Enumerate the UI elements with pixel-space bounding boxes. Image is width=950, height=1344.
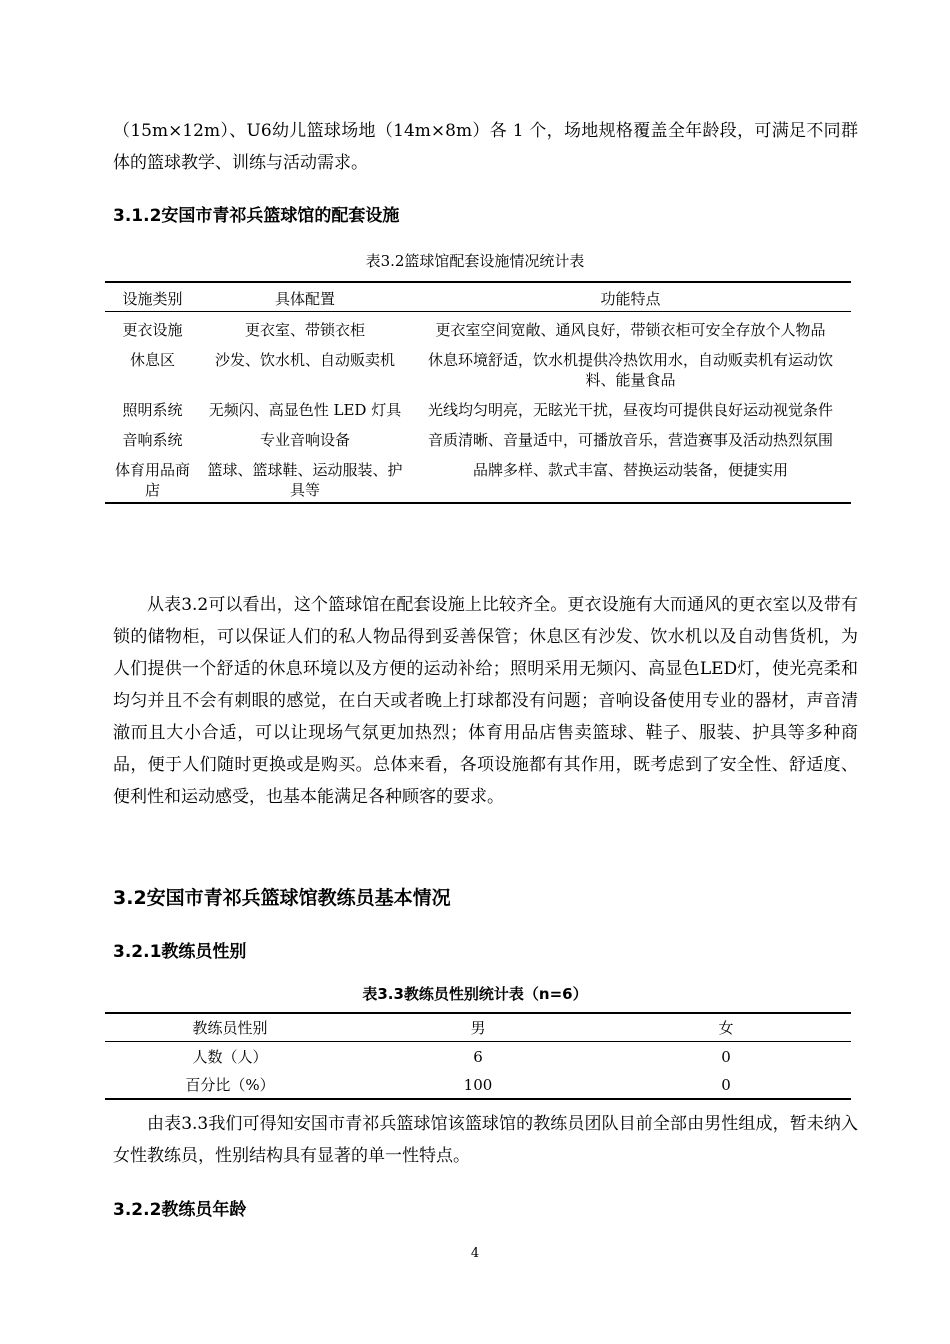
table-row [105, 312, 851, 343]
section-heading-3-2: 3.2安国市青祁兵篮球馆教练员基本情况 [113, 887, 451, 909]
table-cell: 0 [721, 1076, 731, 1094]
table-row [105, 1070, 851, 1099]
table-3-2 [105, 281, 851, 504]
table-row [105, 392, 851, 422]
table-3-3 [105, 1012, 851, 1100]
table-cell: 百分比（%） [185, 1076, 275, 1094]
table-header-cell: 教练员性别 [105, 1013, 355, 1042]
table-header-cell: 功能特点 [410, 282, 851, 312]
table-cell: 人数（人） [192, 1048, 268, 1066]
table-header-cell: 设施类别 [105, 282, 200, 312]
table-header-row [105, 282, 851, 312]
table-3-2-discussion-paragraph: 从表3.2可以看出，这个篮球馆在配套设施上比较齐全。更衣设施有大而通风的更衣室以及带有锁的储物柜，可以保证人们的私人物品得到妥善保管；休息区有沙发、饮水机以及自动售货机，为人们提供一个舒适的休息环境以及方便的运动补给；照明采用无频闪、高显色LED灯，使光亮柔和均匀并且不会有刺眼的感觉，在白天或者晚上打球都没有问题；音响设备使用专业的器材，声音清澈而且大小合适，可以让现场气氛更加热烈；体育用品店售卖篮球、鞋子、服装、护具等多种商品，便于人们随时更换或是购买。总体来看，各项设施都有其作用，既考虑到了安全性、舒适度、便利性和运动感受，也基本能满足各种顾客的要求。 [113, 595, 858, 807]
table-row [105, 342, 851, 392]
table-row [105, 1042, 851, 1071]
table-cell: 篮球、篮球鞋、运动服装、护具等 [207, 461, 403, 499]
table-cell: 沙发、饮水机、自动贩卖机 [214, 351, 395, 369]
page-number: 4 [470, 1246, 480, 1261]
table-cell: 休息环境舒适，饮水机提供冷热饮用水，自动贩卖机有运动饮料、能量食品 [427, 351, 833, 389]
table-cell: 更衣室空间宽敞、通风良好，带锁衣柜可安全存放个人物品 [435, 321, 826, 339]
table-cell: 音质清晰、音量适中，可播放音乐，营造赛事及活动热烈氛围 [427, 431, 833, 449]
table-cell: 无频闪、高显色性 LED 灯具 [208, 401, 402, 419]
table-cell: 光线均匀明亮，无眩光干扰，昼夜均可提供良好运动视觉条件 [427, 401, 833, 419]
table-header-cell: 女 [601, 1013, 851, 1042]
table-cell: 专业音响设备 [259, 431, 350, 449]
table-cell: 更衣室、带锁衣柜 [244, 321, 365, 339]
table-3-3-caption: 表3.3教练员性别统计表（n=6） [362, 985, 588, 1003]
table-cell: 0 [721, 1048, 731, 1066]
table-cell: 照明系统 [122, 401, 183, 419]
table-header-row [105, 1013, 851, 1042]
table-cell: 品牌多样、款式丰富、替换运动装备，便捷实用 [472, 461, 788, 479]
table-cell: 100 [463, 1076, 493, 1094]
table-header-cell: 男 [355, 1013, 601, 1042]
table-3-2-caption: 表3.2篮球馆配套设施情况统计表 [365, 252, 585, 270]
table-header-cell: 具体配置 [200, 282, 410, 312]
table-cell: 更衣设施 [122, 321, 183, 339]
table-cell: 休息区 [129, 351, 175, 369]
intro-paragraph: （15m×12m）、U6幼儿篮球场地（14m×8m）各 1 个，场地规格覆盖全年龄段，可满足不同群体的篮球教学、训练与活动需求。 [113, 121, 858, 173]
table-row [105, 422, 851, 452]
table-cell: 音响系统 [122, 431, 183, 449]
table-cell: 6 [473, 1048, 483, 1066]
table-row [105, 452, 851, 503]
section-heading-3-2-2: 3.2.2教练员年龄 [113, 1200, 247, 1220]
table-cell: 体育用品商店 [114, 461, 190, 499]
table-3-3-discussion-paragraph: 由表3.3我们可得知安国市青祁兵篮球馆该篮球馆的教练员团队目前全部由男性组成，暂未纳入女性教练员，性别结构具有显著的单一性特点。 [113, 1114, 858, 1166]
section-heading-3-2-1: 3.2.1教练员性别 [113, 942, 247, 962]
section-heading-3-1-2: 3.1.2安国市青祁兵篮球馆的配套设施 [113, 206, 400, 226]
